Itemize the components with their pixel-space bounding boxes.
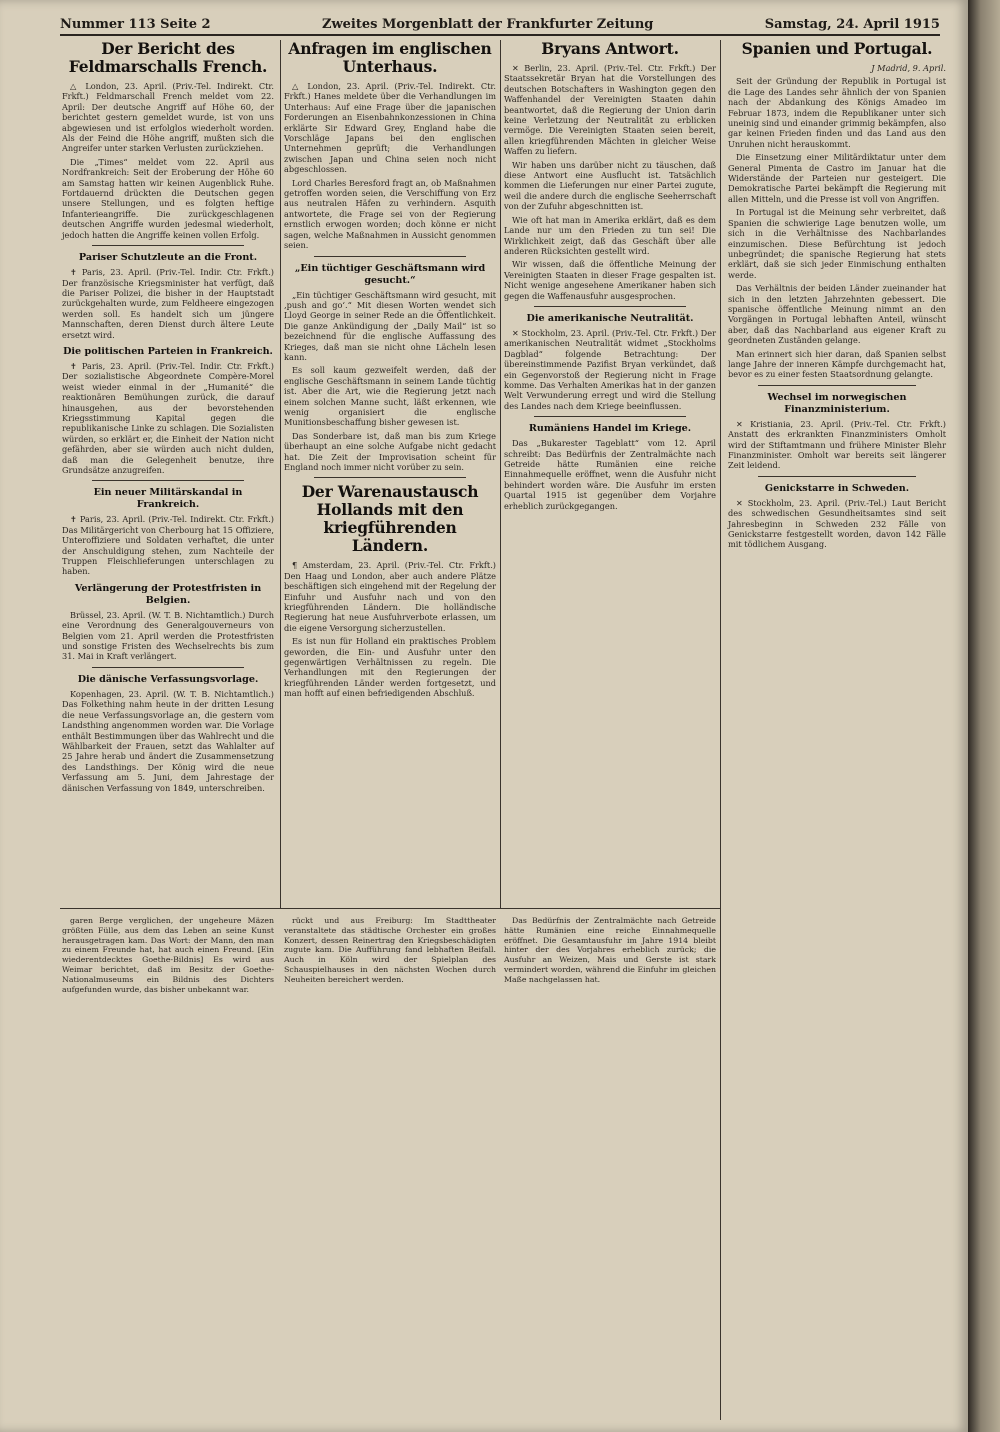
masthead [60, 10, 940, 36]
article-paragraph: Wir wissen, daß die öffentliche Meinung der Vereinigten Staaten in dieser Frage gespalten ist. Nicht wenige angesehene Amerikaner haben sich gegen die Waffenausfuhr ausgesprochen. [504, 259, 716, 301]
feuilleton-paragraph: garen Berge verglichen, der ungeheure Mäzen größten Fülle, aus dem das Leben an seine Kunst herausgetragen kam. Das Wort: der Mann, den man zu einem Freunde hat, hat auch einen Freund. [Ein wiederentdecktes Goethe-Bildnis] Es wird aus Weimar berichtet, daß im Besitz der Goethe-Nationalmuseums ein Bildnis des Dichters aufgefunden wurde, das bisher unbekannt war. [62, 916, 274, 994]
feuilleton-column-3 [504, 916, 716, 988]
article-paragraph: ✝ Paris, 23. April. (Priv.-Tel. Indir. Ctr. Frkft.) Der sozialistische Abgeordnete Compère-Morel weist wieder einmal in der „Humanité“ die reaktionären Bemühungen zurück, die darauf hinausgehen, aus der bevorstehenden Kriegsstimmung Kapital gegen die republikanische Linke zu schlagen. Die Sozialisten würden, so erklärt er, die Einheit der Nation nicht gefährden, aber sie würden auch nicht dulden, daß man die Gelegenheit benutze, ihre Grundsätze anzugreifen. [62, 360, 274, 475]
article-paragraph: ✕ Stockholm, 23. April. (Priv.-Tel.) Laut Bericht des schwedischen Gesundheitsamtes sind seit Jahresbeginn in Schweden 232 Fälle von Genickstarre festgestellt worden, davon 142 Fälle mit tödlichem Ausgang. [728, 497, 946, 550]
article-divider [534, 416, 686, 417]
column-rule [720, 40, 721, 1420]
article-paragraph: Kopenhagen, 23. April. (W. T. B. Nichtamtlich.) Das Folkething nahm heute in der dritten Lesung die neue Verfassungsvorlage an, die gestern vom Landsthing angenommen worden war. Die Vorlage enthält Bestimmungen über das Wahlrecht und die Wählbarkeit der Frauen, setzt das Wahlalter auf 25 Jahre herab und ändert die Zusammensetzung des Landsthings. Der König wird die neue Verfassung am 5. Juni, dem Jahrestage der dänischen Verfassung von 1849, unterschreiben. [62, 688, 274, 793]
article-headline: Spanien und Portugal. [741, 39, 933, 58]
masthead-paper-title: Zweites Morgenblatt der Frankfurter Zeitung [321, 17, 654, 32]
column-4 [728, 38, 946, 553]
column-1 [62, 38, 274, 796]
masthead-date: Samstag, 24. April 1915 [764, 17, 940, 32]
article-divider [534, 306, 686, 307]
article-headline: Rumäniens Handel im Kriege. [528, 423, 692, 435]
article-paragraph: Seit der Gründung der Republik in Portugal ist die Lage des Landes sehr ähnlich der von Spanien nach der Abdankung des Königs Amadeo im Februar 1873, indem die Republikaner unter sich uneinig sind und einander grimmig bekämpfen, also gar keinen Frieden finden und das Land aus den Unruhen nicht herauskommt. [728, 76, 946, 149]
article-headline: Bryans Antwort. [541, 39, 679, 58]
article-paragraph: ¶ Amsterdam, 23. April. (Priv.-Tel. Ctr. Frkft.) Den Haag und London, aber auch andere Plätze beschäftigen sich eingehend mit der Regelung der Einfuhr und Ausfuhr nach und von den kriegführenden Ländern. Die holländische Regierung hat neue Ausfuhrverbote erlassen, um die eigene Versorgung sicherzustellen. [284, 560, 496, 633]
article-paragraph: Das „Bukarester Tageblatt“ vom 12. April schreibt: Das Bedürfnis der Zentralmächte nach Getreide hätte Rumänien eine reiche Einnahmequelle eröffnet, wenn die Ausfuhr nicht behindert worden wäre. Die Ausfuhr im ersten Quartal 1915 ist gegenüber dem Vorjahre erheblich zurückgegangen. [504, 438, 716, 511]
article-paragraph: Wir haben uns darüber nicht zu täuschen, daß diese Antwort eine Ausflucht ist. Tatsächlich kommen die Lieferungen nur einer Partei zugute, weil die andere durch die englische Seeherrschaft von der Zufuhr abgeschnitten ist. [504, 159, 716, 212]
column-2 [284, 38, 496, 702]
article-paragraph: Man erinnert sich hier daran, daß Spanien selbst lange Jahre der inneren Kämpfe durchgemacht hat, bevor es zu einer festen Staatsordnung gelangte. [728, 348, 946, 380]
article-headline: Der Bericht des Feldmarschalls French. [68, 39, 268, 76]
article-paragraph: △ London, 23. April. (Priv.-Tel. Indirekt. Ctr. Frkft.) Hanes meldete über die Verhandlungen im Unterhaus: Auf eine Frage über die japanischen Forderungen an Eisenbahnkonzessionen in China erklärte Sir Edward Grey, England habe die Vorschläge Japans bei den englischen Unternehmen geprüft; die Verhandlungen zwischen Japan und China seien noch nicht abgeschlossen. [284, 81, 496, 175]
article-paragraph: Es soll kaum gezweifelt werden, daß der englische Geschäftsmann in seinem Lande tüchtig ist. Aber die Art, wie die Regierung jetzt nach einem solchen Manne sucht, läßt erkennen, wie wenig organisiert die englische Munitionsbeschaffung bisher gewesen ist. [284, 365, 496, 428]
article-divider [758, 385, 916, 386]
article-divider [314, 256, 466, 257]
article-headline: Pariser Schutzleute an die Front. [78, 252, 258, 264]
article-headline: „Ein tüchtiger Geschäftsmann wird gesucht.“ [294, 262, 486, 286]
article-divider [92, 667, 244, 668]
article-divider [92, 480, 244, 481]
column-rule [500, 40, 501, 908]
article-headline: Die politischen Parteien in Frankreich. [63, 345, 273, 357]
article-headline: Genickstarre in Schweden. [764, 482, 910, 494]
article-paragraph: Die „Times“ meldet vom 22. April aus Nordfrankreich: Seit der Eroberung der Höhe 60 am Samstag hatten wir keinen Augenblick Ruhe. Fortdauernd drückten die Deutschen gegen unsere Stellungen, und es folgten heftige Infanterieangriffe. Die zurückgeschlagenen deutschen Angriffe wurden jedesmal wiederholt, jedoch hatten die Angriffe keinen vollen Erfolg. [62, 156, 274, 240]
binding-edge [968, 0, 1000, 1432]
column-3 [504, 38, 716, 514]
article-divider [92, 245, 244, 246]
article-divider [314, 477, 466, 478]
article-paragraph: ✝ Paris, 23. April. (Priv.-Tel. Indirekt. Ctr. Frkft.) Das Militärgericht von Cherbourg hat 15 Offiziere, Unteroffiziere und Soldaten verhaftet, die unter der Anschuldigung stehen, zum Nachteile der Truppen Fleischlieferungen unterschlagen zu haben. [62, 514, 274, 577]
article-paragraph: Lord Charles Beresford fragt an, ob Maßnahmen getroffen worden seien, die Verschiffung von Erz aus neutralen Häfen zu verhindern. Asquith antwortete, die Frage sei von der Regierung ernstlich erwogen worden; doch könne er nicht sagen, welche Maßnahmen in Aussicht genommen seien. [284, 177, 496, 251]
feuilleton-paragraph: Das Bedürfnis der Zentralmächte nach Getreide hätte Rumänien eine reiche Einnahmequelle eröffnet. Die Gesamtausfuhr im Jahre 1914 bleibt hinter der des Vorjahres erheblich zurück; die Ausfuhr an Weizen, Mais und Gerste ist stark vermindert worden, während die Einfuhr im gleichen Maße nachgelassen hat. [504, 916, 716, 984]
article-headline: Die amerikanische Neutralität. [526, 312, 694, 324]
article-paragraph: Das Verhältnis der beiden Länder zueinander hat sich in den letzten Jahrzehnten gebessert. Die spanische öffentliche Meinung nimmt an den Vorgängen in Portugal lebhaften Anteil, wünscht aber, daß das Nachbarland aus eigener Kraft zu geordneten Zuständen gelange. [728, 283, 946, 346]
article-headline: Verlängerung der Protestfristen in Belgien. [74, 582, 262, 606]
feuilleton-paragraph: rückt und aus Freiburg: Im Stadttheater veranstaltete das städtische Orchester ein großes Konzert, dessen Reinertrag den Kriegsbeschädigten zugute kam. Die Aufführung fand lebhaften Beifall. Auch in Köln wird der Spielplan des Schauspielhauses in den nächsten Wochen durch Neuheiten bereichert werden. [284, 916, 496, 984]
feuilleton-column-2 [284, 916, 496, 988]
article-paragraph: „Ein tüchtiger Geschäftsmann wird gesucht, mit ‚push and go‘.“ Mit diesen Worten wendet sich Lloyd George in seiner Rede an die Öffentlichkeit. Die ganze Ankündigung der „Daily Mail“ ist so bezeichnend für die englische Auffassung des Krieges, daß man sie nicht ohne Lächeln lesen kann. [284, 289, 496, 362]
column-rule [280, 40, 281, 908]
article-headline: Der Warenaustausch Hollands mit den kriegführenden Ländern. [301, 482, 479, 556]
article-paragraph: ✕ Kristiania, 23. April. (Priv.-Tel. Ctr. Frkft.) Anstatt des erkrankten Finanzministers Omholt wird der Stiftamtmann und frühere Minister Blehr Finanzminister. Omholt war bereits seit längerer Zeit leidend. [728, 418, 946, 471]
article-paragraph: Wie oft hat man in Amerika erklärt, daß es dem Lande nur um den Frieden zu tun sei! Die Wirklichkeit zeigt, daß das Geschäft über alle anderen Rücksichten gestellt wird. [504, 214, 716, 256]
masthead-page-number: Nummer 113 Seite 2 [60, 17, 211, 32]
article-headline: Anfragen im englischen Unterhaus. [288, 39, 492, 76]
article-headline: Wechsel im norwegischen Finanzministerium. [767, 391, 907, 415]
feuilleton-column-1 [62, 916, 274, 997]
article-paragraph: In Portugal ist die Meinung sehr verbreitet, daß Spanien die schwierige Lage benutzen wolle, um sich in die Verhältnisse des Nachbarlandes einzumischen. Diese Befürchtung ist jedoch unbegründet; die spanische Regierung hat stets erklärt, daß sie sich jeder Einmischung enthalten werde. [728, 207, 946, 280]
article-paragraph: Die Einsetzung einer Militärdiktatur unter dem General Pimenta de Castro im Januar hat die Widerstände der Parteien nur gesteigert. Die Demokratische Partei bekämpft die Regierung mit allen Mitteln, und die Presse ist voll von Angriffen. [728, 152, 946, 204]
article-paragraph: △ London, 23. April. (Priv.-Tel. Indirekt. Ctr. Frkft.) Feldmarschall French meldet vom 22. April: Der deutsche Angriff auf Höhe 60, der berichtet gestern gemeldet wurde, ist von uns abgewiesen und ist erfolglos wiederholt worden. Als der Feind die Höhe angriff, mußten sich die Angreifer unter starken Verlusten zurückziehen. [62, 81, 274, 154]
article-paragraph: Brüssel, 23. April. (W. T. B. Nichtamtlich.) Durch eine Verordnung des Generalgouverneurs von Belgien vom 21. April werden die Protestfristen und sonstige Fristen des Wechselrechts bis zum 31. Mai in Kraft verlängert. [62, 609, 274, 662]
article-paragraph: ✕ Stockholm, 23. April. (Priv.-Tel. Ctr. Frkft.) Der amerikanischen Neutralität widmet „Stockholms Dagblad“ folgende Betrachtung: Der übereinstimmende Pazifist Bryan verkündet, daß ein Gegenvorstoß der Regierung nicht in Frage komme. Das Verhalten Amerikas hat in der ganzen Welt Verwunderung erregt und wird die Stellung des Landes nach dem Kriege beeinflussen. [504, 327, 716, 411]
article-headline: Die dänische Verfassungsvorlage. [77, 673, 259, 685]
article-paragraph: Es ist nun für Holland ein praktisches Problem geworden, die Ein- und Ausfuhr unter den gegenwärtigen Verhältnissen zu regeln. Die Verhandlungen mit den Regierungen der kriegführenden Länder werden fortgesetzt, und man hofft auf einen befriedigenden Abschluß. [284, 636, 496, 699]
article-paragraph: ✝ Paris, 23. April. (Priv.-Tel. Indir. Ctr. Frkft.) Der französische Kriegsminister hat verfügt, daß die Pariser Polizei, die bisher in der Hauptstadt zurückgehalten wurde, zum Feldheere eingezogen werden soll. Es handelt sich um jüngere Mannschaften, deren Dienst durch ältere Leute ersetzt wird. [62, 267, 274, 340]
article-headline: Ein neuer Militärskandal in Frankreich. [93, 487, 243, 511]
article-paragraph: ✕ Berlin, 23. April. (Priv.-Tel. Ctr. Frkft.) Der Staatssekretär Bryan hat die Vorstellungen des deutschen Botschafters in Washington gegen den Waffenhandel der Vereinigten Staaten dahin beantwortet, daß die Regierung der Union darin keine Verletzung der Neutralität zu erblicken vermöge. Die Vereinigten Staaten seien bereit, allen kriegführenden Mächten in gleicher Weise Waffen zu liefern. [504, 63, 716, 157]
article-paragraph: Das Sonderbare ist, daß man bis zum Kriege überhaupt an eine solche Aufgabe nicht gedacht hat. Die Zeit der Improvisation scheint für England noch immer nicht vorüber zu sein. [284, 430, 496, 472]
article-divider [758, 476, 916, 477]
article-dateline: J Madrid, 9. April. [871, 63, 946, 73]
section-rule [60, 908, 720, 909]
